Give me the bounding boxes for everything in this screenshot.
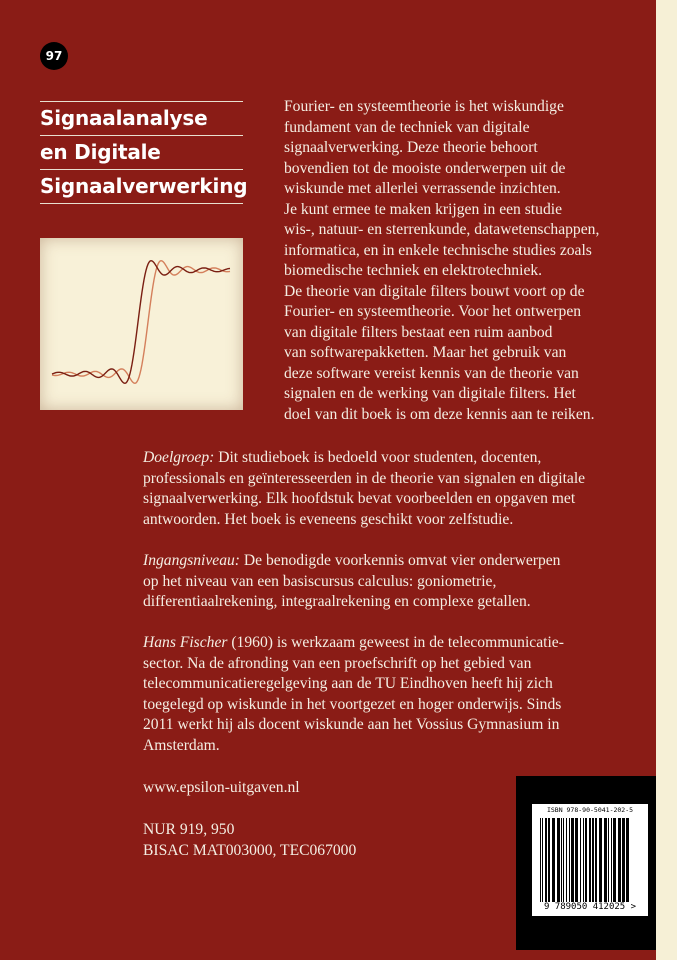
intro-line: van softwarepakketten. Maar het gebruik van: [284, 344, 567, 361]
target-line-1: [143, 448, 633, 469]
barcode-bar: [552, 818, 555, 902]
barcode-bar: [626, 818, 629, 902]
gibbs-step-illustration: [40, 238, 243, 410]
barcode-bar: [583, 818, 584, 902]
target-audience-section: [143, 448, 633, 530]
barcode-bar: [542, 818, 543, 902]
barcode-bar: [571, 818, 574, 902]
title-line-1: Signaalanalyse: [40, 101, 243, 135]
barcode-bar: [580, 818, 581, 902]
intro-line: Je kunt ermee te maken krijgen in een studie: [284, 200, 562, 218]
intro-line: De theorie van digitale filters bouwt voort op de: [284, 282, 585, 300]
intro-line: deze software vereist kennis van de theorie van: [284, 364, 579, 382]
barcode-bar: [561, 818, 562, 902]
barcode-bar: [566, 818, 567, 902]
publisher-website: www.epsilon-uitgaven.nl: [143, 779, 300, 796]
barcode-bar: [589, 818, 591, 902]
barcode-bar: [569, 818, 570, 902]
barcode-bar: [595, 818, 597, 902]
author-section: [143, 633, 633, 756]
intro-line: fundament van de techniek van digitale: [284, 118, 530, 136]
barcode-bar: [592, 818, 594, 902]
author-line-1: [143, 633, 633, 654]
intro-line: doel van dit boek is om deze kennis aan te reiken.: [284, 405, 595, 423]
intro-line: Fourier- en systeemtheorie is het wiskundige: [284, 98, 564, 115]
barcode-bar: [604, 818, 607, 902]
isbn-digits: 9 789050 412025 >: [543, 902, 637, 912]
target-line: professionals en geïnteresseerden in de theorie van signalen en digitale: [143, 469, 586, 487]
intro-line: signaalverwerking. Deze theorie behoort: [284, 139, 538, 156]
level-line: differentiaalrekening, integraalrekening en complexe getallen.: [143, 593, 531, 610]
author-line: Amsterdam.: [143, 736, 220, 754]
barcode-bar: [563, 818, 564, 902]
barcode-bar: [608, 818, 609, 902]
spine-edge: [656, 0, 677, 960]
page-number-badge: 97: [40, 42, 68, 70]
isbn-label: ISBN 978-90-5041-202-5: [546, 806, 634, 814]
bisac-code: BISAC MAT003000, TEC067000: [143, 841, 357, 859]
author-name: Hans Fischer: [143, 634, 228, 651]
barcode-bar: [613, 818, 616, 902]
book-title: [40, 101, 248, 204]
target-line: antwoorden. Het boek is eveneens geschikt voor zelfstudie.: [143, 510, 514, 528]
title-bottom-rule: [40, 203, 243, 204]
target-line: signaalverwerking. Elk hoofdstuk bevat voorbeelden en opgaven met: [143, 490, 576, 507]
intro-line: signalen en de werking van digitale filters. Het: [284, 385, 576, 402]
barcode-bar: [540, 818, 541, 902]
barcode-label: [532, 804, 648, 916]
barcode-box: [516, 776, 656, 950]
title-line-3: Signaalverwerking: [40, 169, 243, 203]
target-label: Doelgroep:: [143, 449, 215, 466]
author-line: sector. Na de afronding van een proefschrift op het gebied van: [143, 654, 532, 672]
barcode-bar: [557, 818, 560, 902]
barcode-bar: [622, 818, 625, 902]
author-line: 2011 werkt hij als docent wiskunde aan het Vossius Gymnasium in: [143, 716, 560, 733]
barcode-bar: [548, 818, 550, 902]
nur-code: NUR 919, 950: [143, 821, 235, 838]
level-line-1: [143, 551, 633, 572]
barcode-bar: [611, 818, 612, 902]
curve-dark: [52, 261, 230, 384]
intro-text: [284, 97, 634, 425]
step-response-graphic: [40, 238, 243, 410]
level-line: op het niveau van een basiscursus calculus: goniometrie,: [143, 572, 497, 590]
barcode-bar: [599, 818, 602, 902]
intro-line: bovendien tot de mooiste onderwerpen uit de: [284, 159, 566, 177]
barcode-bar: [585, 818, 587, 902]
intro-line: van digitale filters bestaat een ruim aanbod: [284, 323, 553, 341]
author-text: (1960) is werkzaam geweest in de telecommunicatie-: [227, 634, 564, 651]
level-label: Ingangsniveau:: [143, 552, 241, 569]
barcode-bar: [618, 818, 621, 902]
level-text: De benodigde voorkennis omvat vier onderwerpen: [240, 552, 561, 569]
intro-line: Fourier- en systeemtheorie. Voor het ontwerpen: [284, 303, 582, 320]
barcode-bar: [545, 818, 547, 902]
intro-line: wiskunde met allerlei verrassende inzichten.: [284, 180, 561, 197]
intro-line: wis-, natuur- en sterrenkunde, datawetenschappen,: [284, 221, 600, 238]
intro-line: informatica, en in enkele technische studies zoals: [284, 241, 592, 259]
barcode-bar: [575, 818, 578, 902]
classification-section: [143, 820, 503, 861]
author-line: telecommunicatieregelgeving aan de TU Eindhoven heeft hij zich: [143, 675, 553, 692]
author-line: toegelegd op wiskunde in het voortgezet en hoger onderwijs. Sinds: [143, 695, 562, 713]
title-line-2: en Digitale: [40, 135, 243, 169]
target-text: Dit studieboek is bedoeld voor studenten, docenten,: [214, 449, 542, 466]
curve-light: [52, 261, 230, 384]
intro-line: biomedische techniek en elektrotechniek.: [284, 262, 543, 279]
barcode-bars: [538, 818, 642, 902]
entry-level-section: [143, 551, 633, 613]
